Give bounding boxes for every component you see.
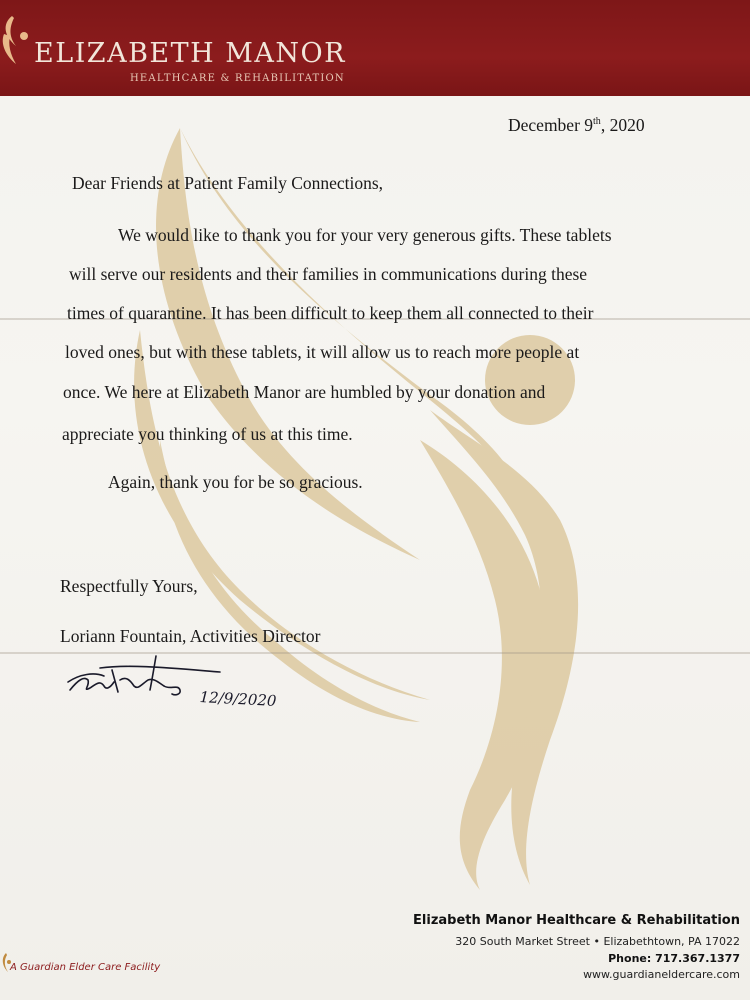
closing-line: Again, thank you for be so gracious. <box>108 472 363 492</box>
footer-tagline: A Guardian Elder Care Facility <box>10 962 161 973</box>
letter-date: December 9th, 2020 <box>508 115 645 135</box>
brand-name: ELIZABETH MANOR <box>34 38 346 69</box>
body-line: loved ones, but with these tablets, it will allow us to reach more people at <box>65 342 580 362</box>
valediction: Respectfully Yours, <box>60 576 198 596</box>
footer-address: 320 South Market Street • Elizabethtown, PA 17022 <box>455 935 740 948</box>
body-line: times of quarantine. It has been difficult to keep them all connected to their <box>67 303 594 323</box>
body-line: once. We here at Elizabeth Manor are humbled by your donation and <box>63 382 546 402</box>
salutation: Dear Friends at Patient Family Connections, <box>72 173 384 193</box>
signer-name: Loriann Fountain, Activities Director <box>60 626 321 646</box>
handwritten-date: 12/9/2020 <box>199 688 277 711</box>
footer-org-name: Elizabeth Manor Healthcare & Rehabilitation <box>413 913 740 928</box>
body-line: will serve our residents and their families in communications during these <box>69 264 588 284</box>
brand-subtitle: HEALTHCARE & REHABILITATION <box>130 73 345 84</box>
handwritten-signature <box>60 650 320 720</box>
body-line: appreciate you thinking of us at this time. <box>62 424 353 444</box>
body-line: We would like to thank you for your very generous gifts. These tablets <box>118 225 612 245</box>
footer-website: www.guardianeldercare.com <box>583 968 740 981</box>
footer-phone: Phone: 717.367.1377 <box>608 952 740 965</box>
